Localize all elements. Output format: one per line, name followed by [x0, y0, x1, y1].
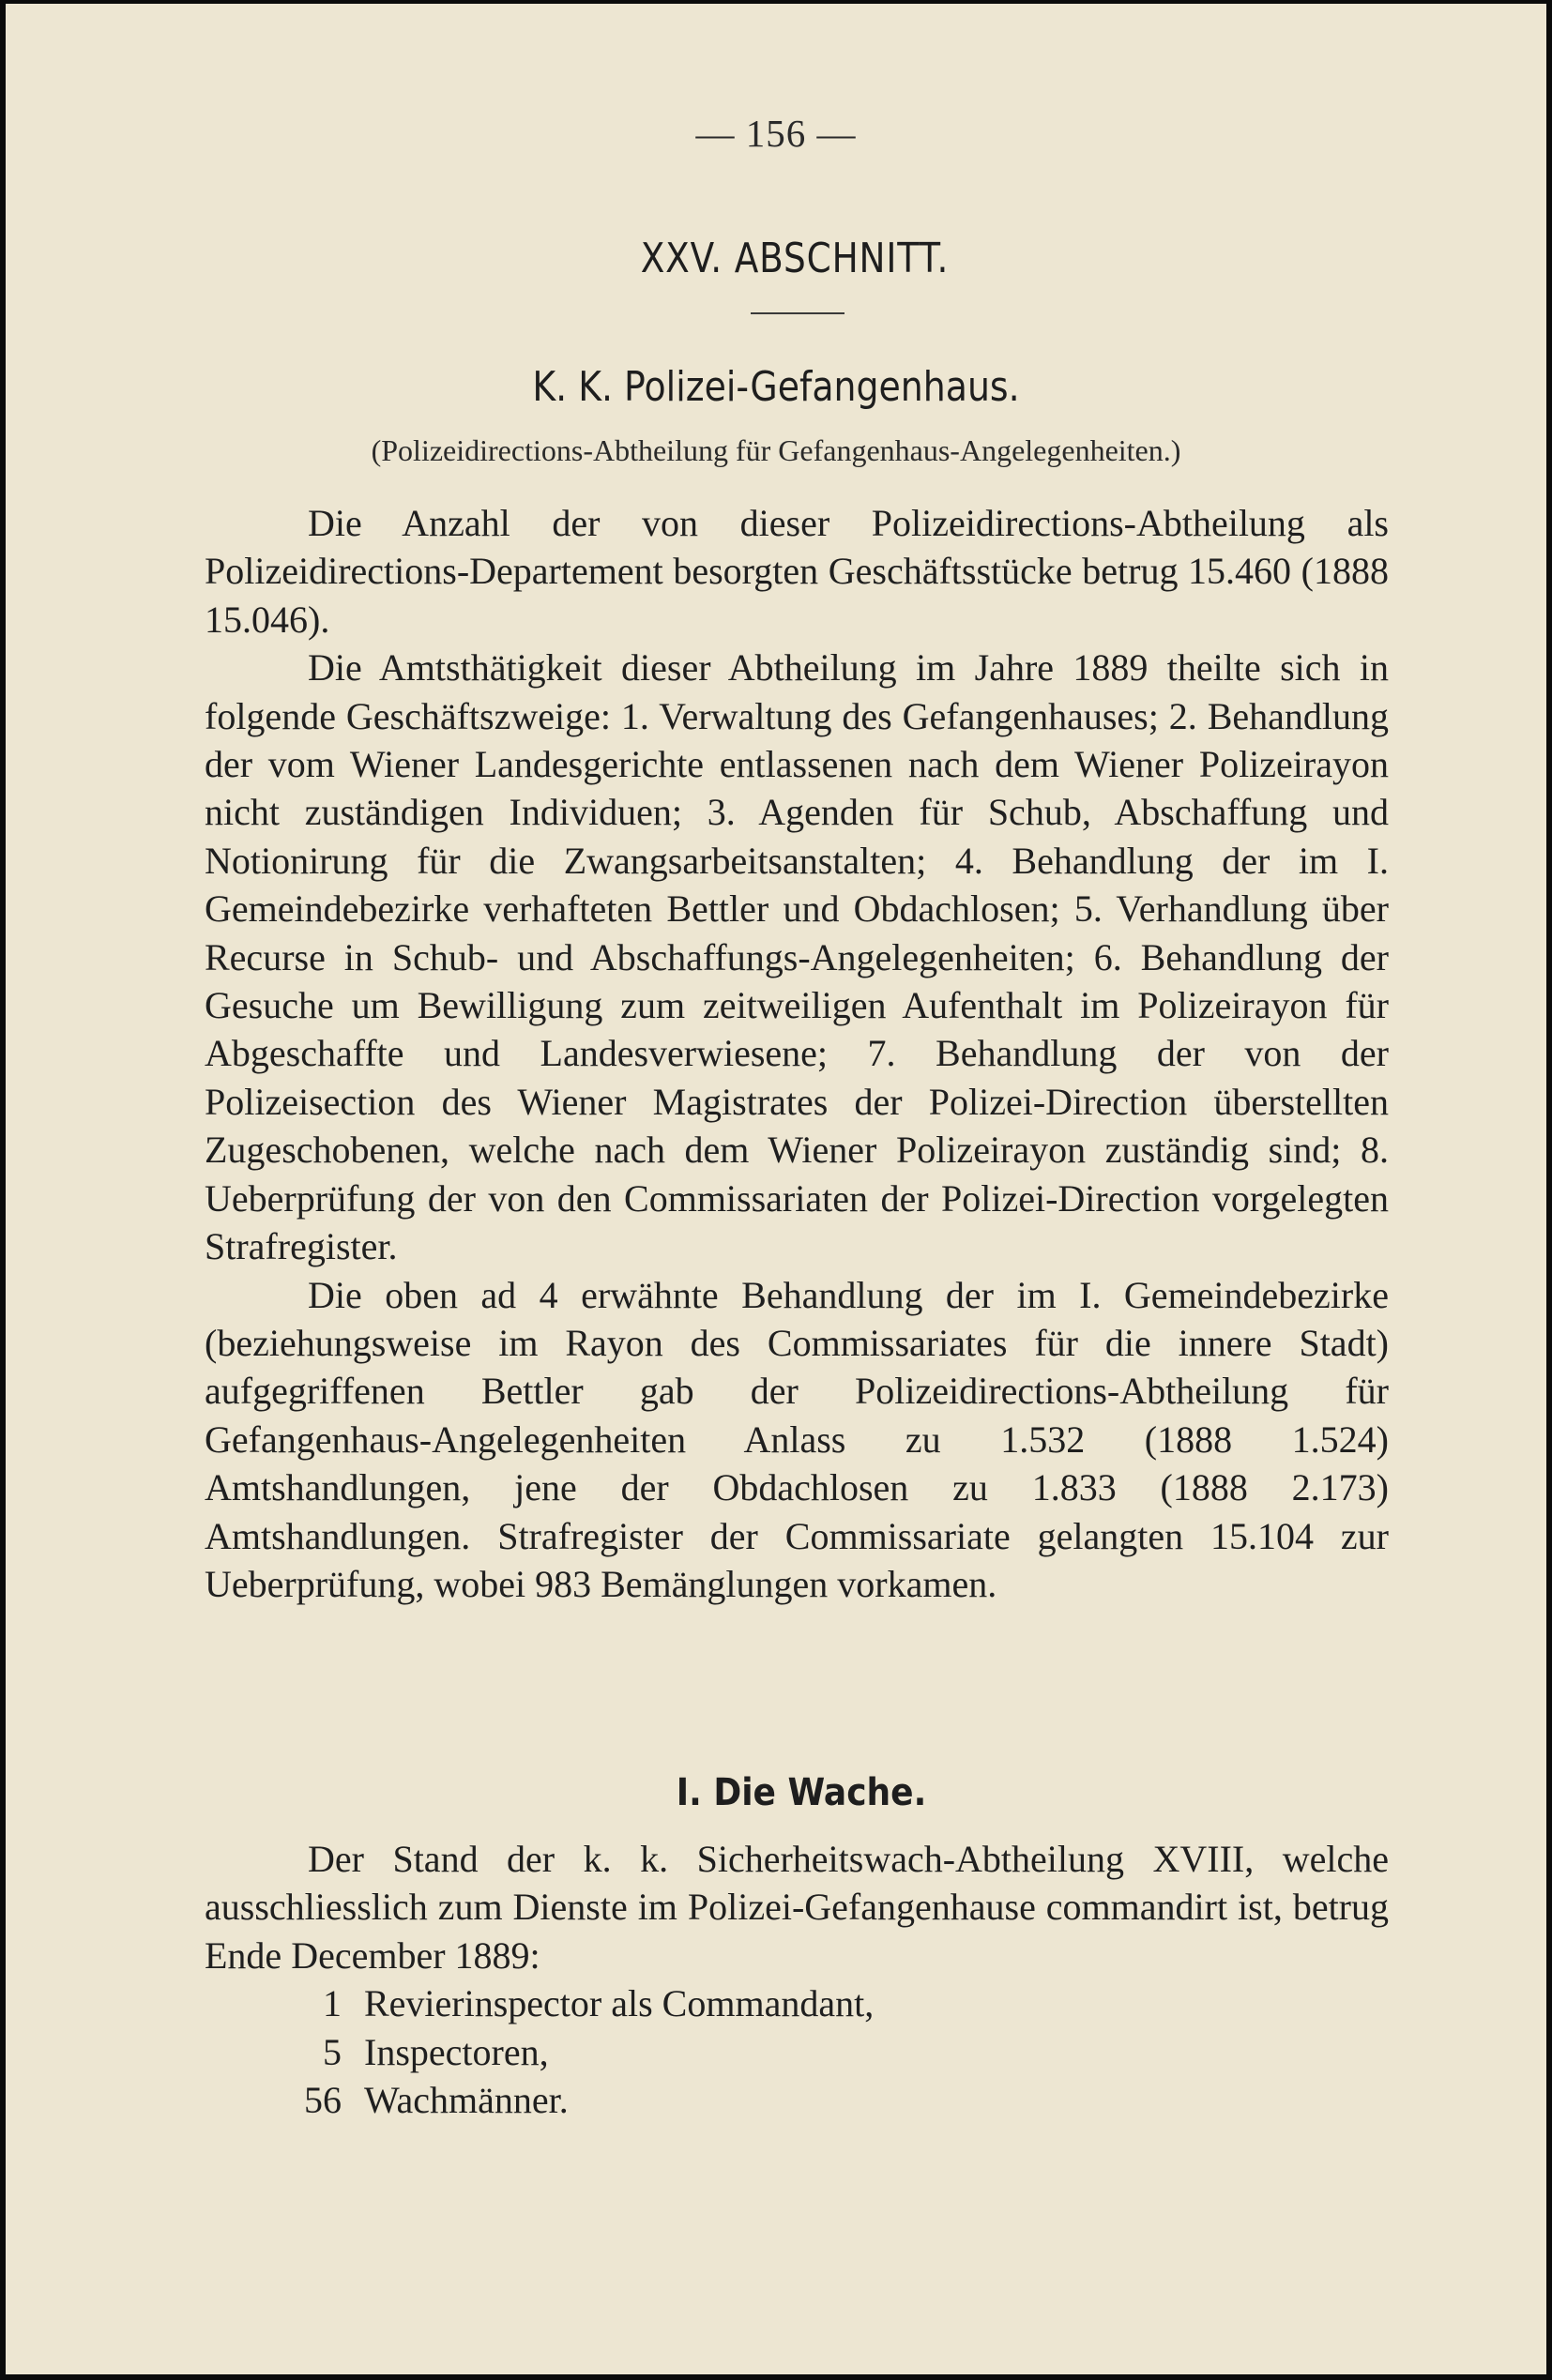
paragraph: Die Amtsthätigkeit dieser Abtheilung im Jahre 1889 theilte sich in folgende Geschäftszweige: 1. Verwaltung des Gefangenhauses; 2. Behandlung der vom Wiener Landesgerichte entlassenen nach dem Wiener Polizeirayon nicht zuständigen Individuen; 3. Agenden für Schub, Abschaffung und Notionirung für die Zwangsarbeitsanstalten; 4. Behandlung der im I. Gemeindebezirke verhafteten Bettler und Obdachlosen; 5. Verhandlung über Recurse in Schub- und Abschaffungs-Angelegenheiten; 6. Behandlung der Gesuche um Bewilligung zum zeitweiligen Aufenthalt im Polizeirayon für Abgeschaffte und Landesverwiesene; 7. Behandlung der von der Polizeisection des Wiener Magistrates der Polizei-Direction überstellten Zugeschobenen, welche nach dem Wiener Polizeirayon zuständig sind; 8. Ueberprüfung der von den Commissariaten der Polizei-Direction vorgelegten Strafregister. — [205, 646, 1389, 1268]
list-item — [281, 1979, 874, 2028]
divider — [751, 312, 844, 314]
list-item-number: 56 — [304, 2079, 342, 2121]
paragraph: Die Anzahl der von dieser Polizeidirections-Abtheilung als Polizeidirections-Departement besorgten Geschäftsstücke betrug 15.460 (1888 15.046). — [205, 502, 1389, 641]
page-number: — 156 — — [695, 112, 857, 155]
list-item-number: 1 — [323, 1982, 342, 2024]
list-item — [281, 2076, 874, 2125]
section-heading: I. Die Wache. — [676, 1771, 927, 1814]
body-text — [205, 499, 1389, 1608]
list-item-label: Wachmänner. — [364, 2079, 569, 2121]
list-item — [281, 2028, 874, 2077]
list-item-number: 5 — [323, 2030, 342, 2073]
list-item-label: Revierinspector als Commandant, — [364, 1982, 875, 2024]
heading: K. K. Polizei-Gefangenhaus. — [532, 363, 1020, 411]
paragraph: Die oben ad 4 erwähnte Behandlung der im I. Gemeindebezirke (beziehungsweise im Rayon des Commissariates für die innere Stadt) aufgegriffenen Bettler gab der Polizeidirections-Abtheilung für Gefangenhaus-Angelegenheiten Anlass zu 1.532 (1888 1.524) Amtshandlungen, jene der Obdachlosen zu 1.833 (1888 2.173) Amtshandlungen. Strafregister der Commissariate gelangten 15.104 zur Ueberprüfung, wobei 983 Bemänglungen vorkamen. — [205, 1273, 1389, 1605]
subheading: (Polizeidirections-Abtheilung für Gefangenhaus-Angelegenheiten.) — [371, 433, 1181, 467]
list-item-label: Inspectoren, — [364, 2030, 549, 2073]
paragraph: Der Stand der k. k. Sicherheitswach-Abtheilung XVIII, welche ausschliesslich zum Dienste im Polizei-Gefangenhause commandirt ist, betrug Ende December 1889: — [205, 1838, 1389, 1977]
staff-list — [281, 1979, 874, 2125]
section-title: XXV. ABSCHNITT. — [640, 235, 950, 282]
section-text — [205, 1835, 1389, 1979]
